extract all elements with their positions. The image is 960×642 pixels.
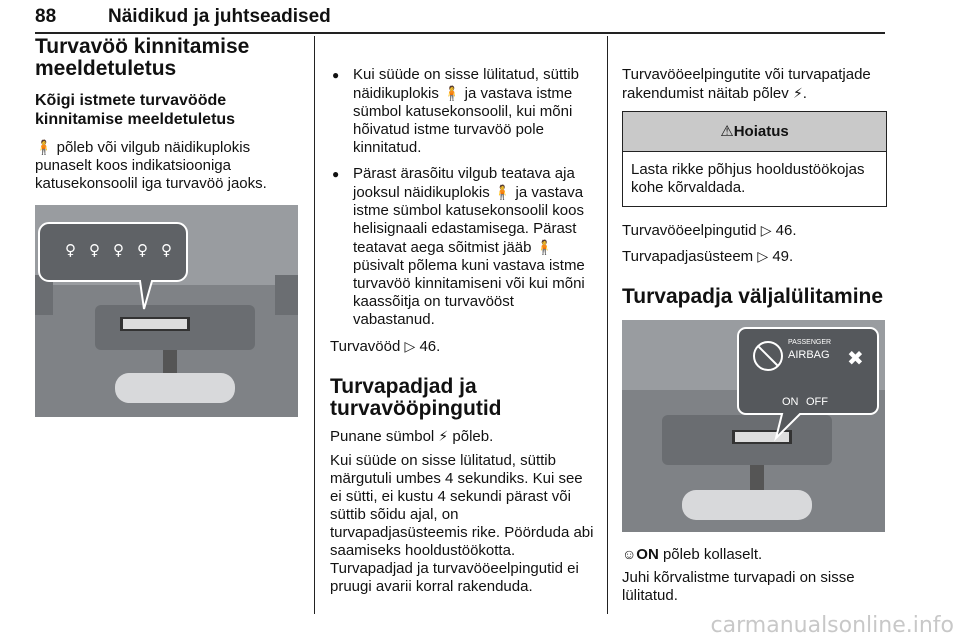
airbag-off-icon: ✖ bbox=[847, 348, 864, 370]
photo-airbag-indicator bbox=[622, 320, 885, 532]
paragraph: 🧍 põleb või vilgub näidikuplokis punaselt koos indikatsiooniga katusekonsoolil iga turvavöö jaoks. bbox=[35, 139, 267, 192]
warning-header: ⚠Hoiatus bbox=[623, 112, 886, 152]
reference-seatbelts[interactable]: Turvavööd ▷ 46. bbox=[330, 338, 441, 355]
svg-text:♀: ♀ bbox=[161, 241, 172, 259]
svg-text:♀: ♀ bbox=[65, 241, 76, 259]
photo-label-passenger: PASSENGER bbox=[788, 339, 832, 346]
heading-airbags-pretensioners: Turvapadjad ja turvavööpingutid bbox=[330, 375, 502, 420]
column-divider bbox=[607, 36, 608, 614]
column-1 bbox=[35, 36, 300, 417]
airbag-warning-icon: ⚡ bbox=[438, 428, 449, 444]
svg-text:♀: ♀ bbox=[137, 241, 148, 259]
heading-seatbelt-reminder: Turvavöö kinnitamise meeldetuletus bbox=[35, 35, 250, 80]
seatbelt-reminder-icon: 🧍 bbox=[443, 85, 461, 101]
column-divider bbox=[314, 36, 315, 614]
column-3 bbox=[622, 36, 887, 605]
photo-roof-console-seatbelt bbox=[35, 205, 298, 417]
reference-pretensioners[interactable]: Turvavööeelpingutid ▷ 46. bbox=[622, 222, 797, 239]
warning-box bbox=[622, 111, 887, 207]
column-2 bbox=[330, 36, 595, 596]
airbag-warning-icon: ⚡ bbox=[792, 85, 803, 101]
paragraph-on: ☺ON põleb kollaselt. bbox=[622, 546, 763, 563]
warning-text: Lasta rikke põhjus hooldustöökojas kohe kõrvaldada. bbox=[631, 161, 865, 196]
list-item: ● Kui süüde on sisse lülitatud, süttib näidikuplokis 🧍 ja vastava istme sümbol katusekonsoolil, kui mõni hõivatud istme turvavöö pole kinnitatud. bbox=[330, 66, 595, 157]
subheading-all-seats: Kõigi istmete turvavööde kinnitamise meeldetuletus bbox=[35, 92, 236, 128]
page-header bbox=[35, 4, 885, 32]
paragraph: Kui süüde on sisse lülitatud, süttib märgutuli umbes 4 sekundiks. Kui see ei sütti, ei kustu 4 sekundi pärast või süttib sõidu ajal, on turvapadjasüsteemis rike. Pöörduda abi saamiseks hooldustöökotta. Turvapadjad ja turvavööeelpingutid ei pruugi avarii korral rakenduda. bbox=[330, 452, 594, 595]
watermark: carmanualsonline.info bbox=[710, 613, 954, 638]
seatbelt-reminder-icon: 🧍 bbox=[535, 239, 554, 255]
page-reference-icon: ▷ bbox=[760, 222, 772, 238]
paragraph: Juhi kõrvalistme turvapadi on sisse lülitatud. bbox=[622, 569, 855, 604]
bullet-list bbox=[330, 66, 595, 329]
photo-label-airbag: AIRBAG bbox=[788, 349, 830, 361]
photo-label-off: OFF bbox=[806, 396, 828, 408]
header-rule bbox=[35, 32, 885, 34]
reference-airbag-system[interactable]: Turvapadjasüsteem ▷ 49. bbox=[622, 248, 794, 265]
seatbelt-reminder-icon: 🧍 bbox=[493, 184, 512, 200]
airbag-on-icon: ☺ bbox=[622, 546, 637, 562]
svg-text:♀: ♀ bbox=[113, 241, 124, 259]
seatbelt-reminder-icon: 🧍 bbox=[35, 139, 53, 155]
paragraph: Turvavööeelpingutite või turvapatjade rakendumist näitab põlev ⚡. bbox=[622, 66, 871, 102]
photo-label-on: ON bbox=[782, 396, 799, 408]
list-item: ● Pärast ärasõitu vilgub teatava aja jooksul näidikuplokis 🧍 ja vastava istme sümbol katusekonsoolil koos helisignaali edastamisega. Pärast teatavat aega sõitmist jääb 🧍 püsivalt põlema kuni vastava istme turvavöö kinnitamiseni või kui mõni kaassõitja on turvavööst vabastanud. bbox=[330, 165, 595, 329]
page-reference-icon: ▷ bbox=[757, 248, 769, 264]
warning-triangle-icon: ⚠ bbox=[720, 123, 734, 140]
svg-text:♀: ♀ bbox=[89, 241, 100, 259]
section-title: Näidikud ja juhtseadised bbox=[108, 6, 331, 27]
page-number: 88 bbox=[35, 6, 57, 27]
heading-airbag-deactivation: Turvapadja väljalülitamine bbox=[622, 285, 884, 308]
page-reference-icon: ▷ bbox=[404, 338, 416, 354]
paragraph: Punane sümbol ⚡ põleb. bbox=[330, 428, 494, 445]
